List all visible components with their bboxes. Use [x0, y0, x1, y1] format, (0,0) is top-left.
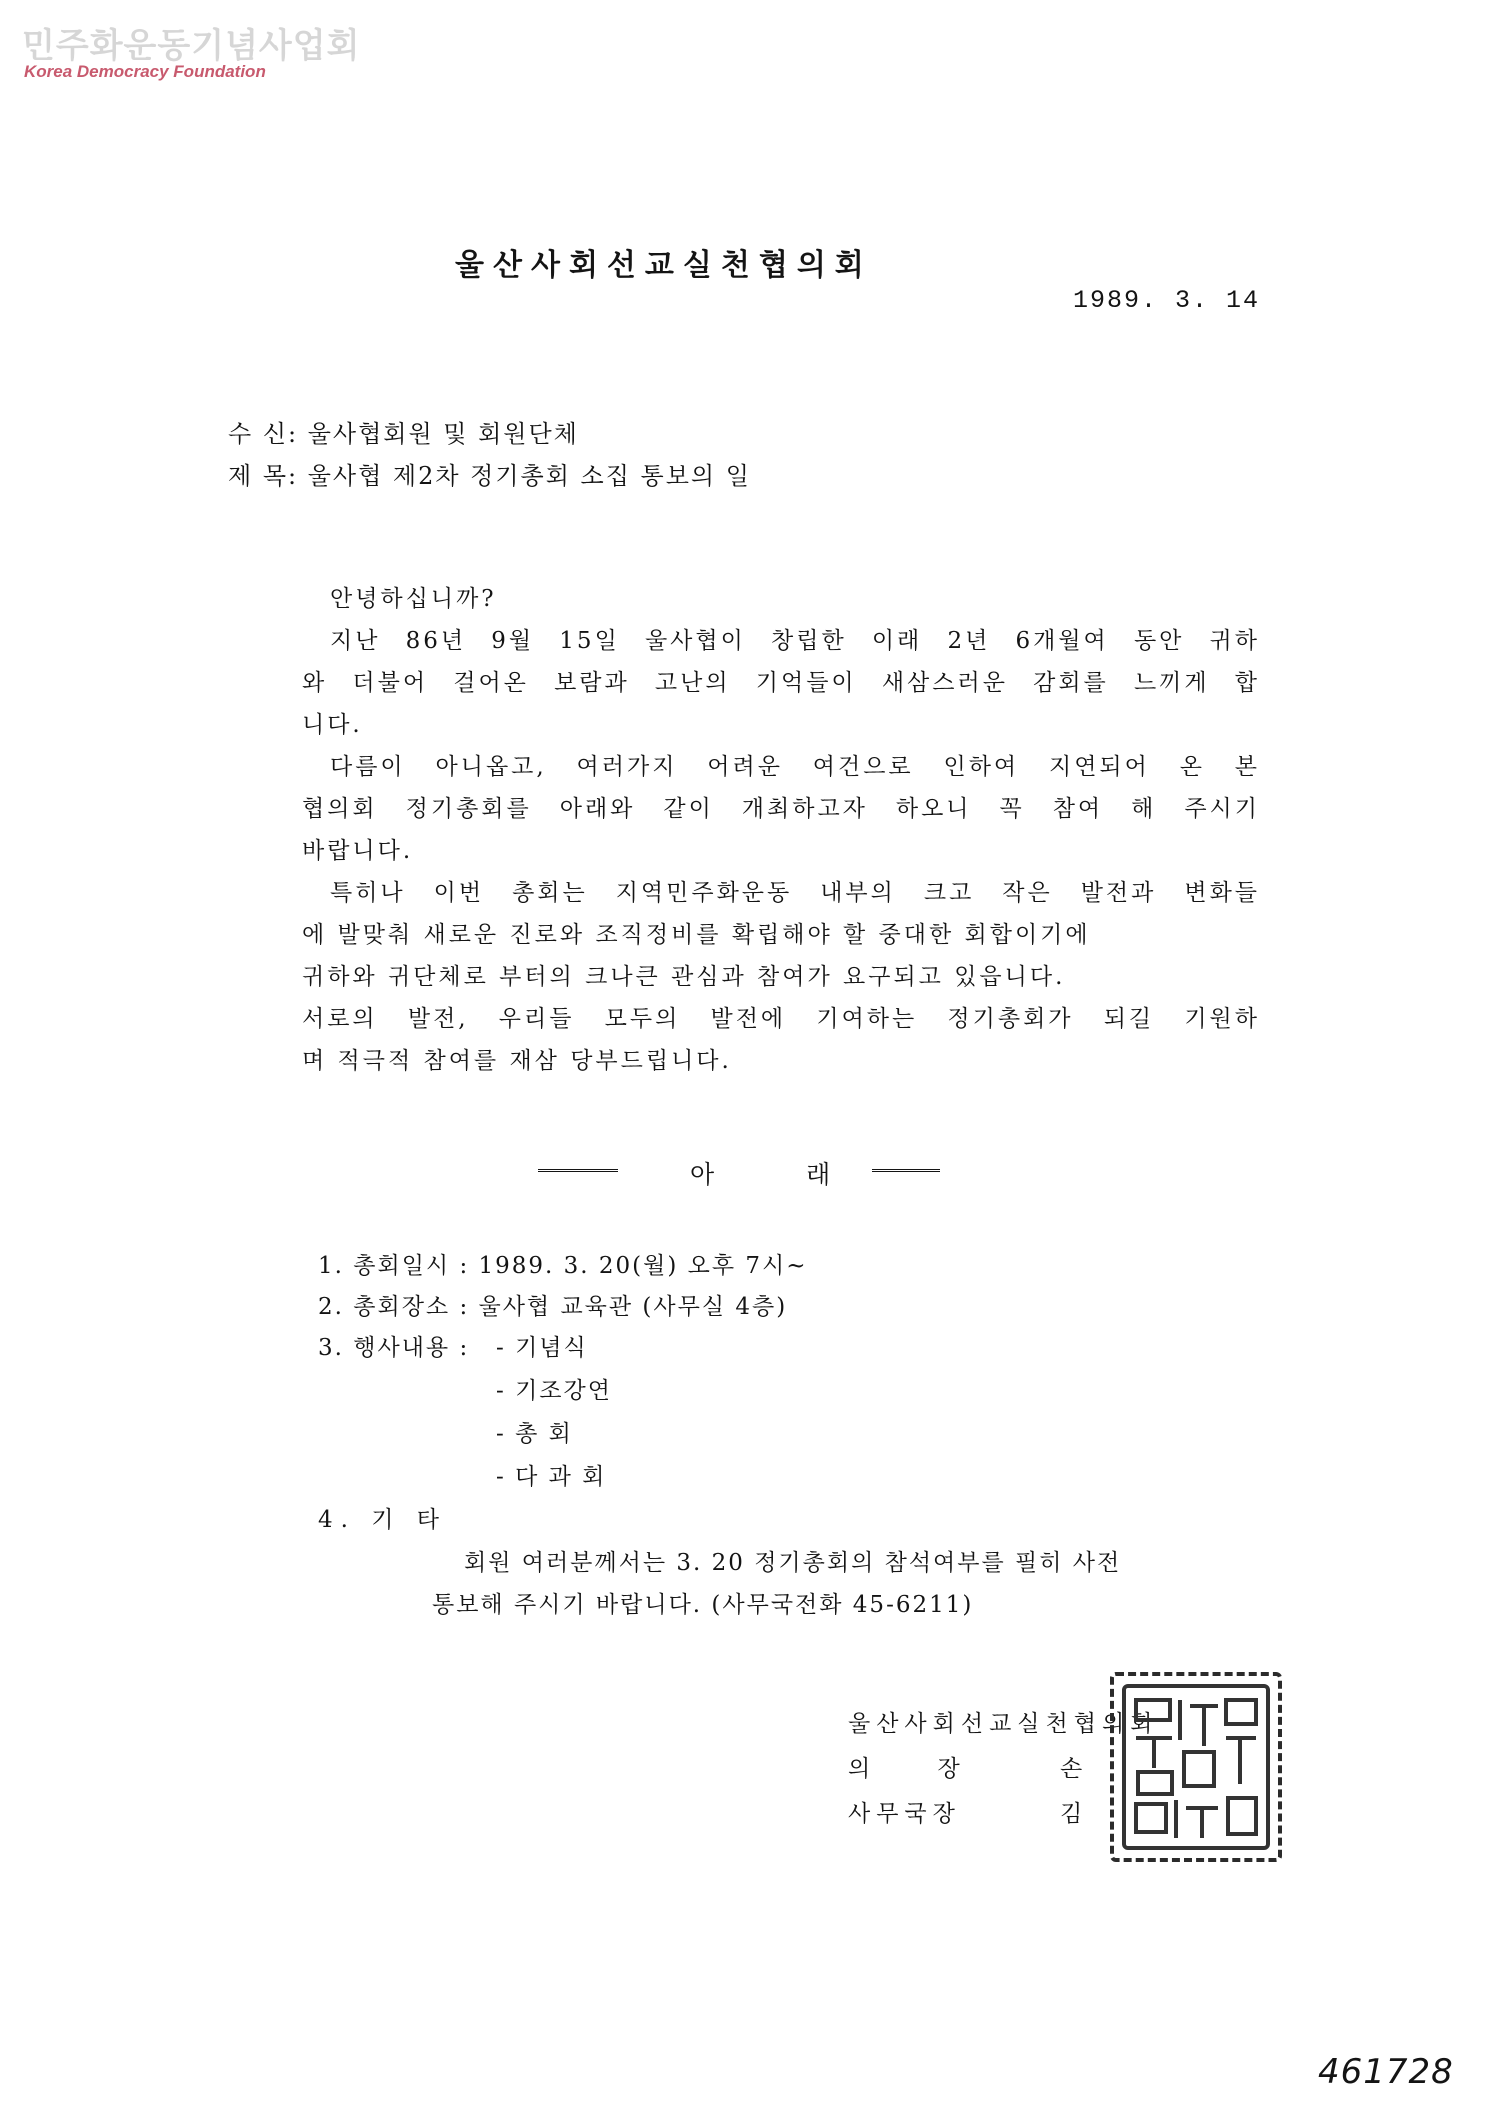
item-other-line-2: 통보해 주시기 바랍니다. (사무국전화 45-6211) [432, 1592, 974, 1618]
recipient-line [228, 414, 579, 449]
subject-label: 제 목: [228, 462, 299, 490]
archive-number: 461728 [1318, 2052, 1454, 2092]
paragraph-1-line-3: 니다. [302, 712, 363, 738]
paragraph-2-line-1: 다름이 아니옵고, 여러가지 어려운 여건으로 인하여 지연되어 온 본 [330, 754, 1260, 780]
paragraph-2-line-2: 협의회 정기총회를 아래와 같이 개최하고자 하오니 꼭 참여 해 주시기 [302, 796, 1260, 822]
paragraph-3-line-3: 귀하와 귀단체로 부터의 크나큰 관심과 참여가 요구되고 있읍니다. [302, 964, 1066, 990]
document-date: 1989. 3. 14 [1073, 286, 1261, 315]
heading-decoration-left [538, 1169, 618, 1172]
secretary-title: 사무국장 [848, 1801, 961, 1827]
paragraph-4-line-1: 서로의 발전, 우리들 모두의 발전에 기여하는 정기총회가 되길 기원하 [302, 1006, 1260, 1032]
paragraph-1-line-1: 지난 86년 9월 15일 울사협이 창립한 이래 2년 6개월여 동안 귀하 [330, 628, 1260, 654]
greeting: 안녕하십니까? [330, 586, 497, 612]
program-keynote: - 기조강연 [496, 1378, 612, 1404]
watermark-english: Korea Democracy Foundation [24, 62, 266, 81]
paragraph-3-line-2: 에 발맞춰 새로운 진로와 조직정비를 확립해야 할 중대한 회합이기에 [302, 922, 1091, 948]
paragraph-2-line-3: 바랍니다. [302, 838, 414, 864]
heading-decoration-right [872, 1169, 940, 1172]
chair-title: 의 장 [848, 1756, 990, 1782]
recipient-label: 수 신: [228, 420, 299, 448]
item-program-label: 3. 행사내용 : [318, 1335, 470, 1361]
official-seal-stamp [1110, 1672, 1282, 1862]
signature-organization: 울산사회선교실천협의회 [848, 1711, 1159, 1737]
chair-name: 손 [1060, 1756, 1089, 1782]
subject-value: 울사협 제2차 정기총회 소집 통보의 일 [307, 462, 751, 490]
seal-glyph-pattern [1114, 1676, 1278, 1858]
watermark-korean: 민주화운동기념사업회 [22, 26, 361, 66]
item-venue: 2. 총회장소 : 울사협 교육관 (사무실 4층) [318, 1294, 788, 1320]
recipient-value: 울사협회원 및 회원단체 [307, 420, 579, 448]
program-ceremony: - 기념식 [496, 1335, 588, 1361]
item-other-label: 4. 기 타 [318, 1507, 448, 1533]
program-general-meeting: - 총 회 [496, 1421, 573, 1447]
item-other-line-1: 회원 여러분께서는 3. 20 정기총회의 참석여부를 필히 사전 [464, 1550, 1122, 1576]
secretary-name: 김 [1060, 1801, 1089, 1827]
item-date-time: 1. 총회일시 : 1989. 3. 20(월) 오후 7시~ [318, 1253, 808, 1279]
paragraph-4-line-2: 며 적극적 참여를 재삼 당부드립니다. [302, 1048, 732, 1074]
letterhead-organization: 울산사회선교실천협의회 [455, 248, 873, 283]
paragraph-3-line-1: 특히나 이번 총회는 지역민주화운동 내부의 크고 작은 발전과 변화들 [330, 880, 1260, 906]
program-reception: - 다 과 회 [496, 1464, 607, 1490]
notice-heading: 아 래 [690, 1160, 873, 1189]
subject-line [228, 456, 751, 491]
paragraph-1-line-2: 와 더불어 걸어온 보람과 고난의 기억들이 새삼스러운 감회를 느끼게 합 [302, 670, 1260, 696]
